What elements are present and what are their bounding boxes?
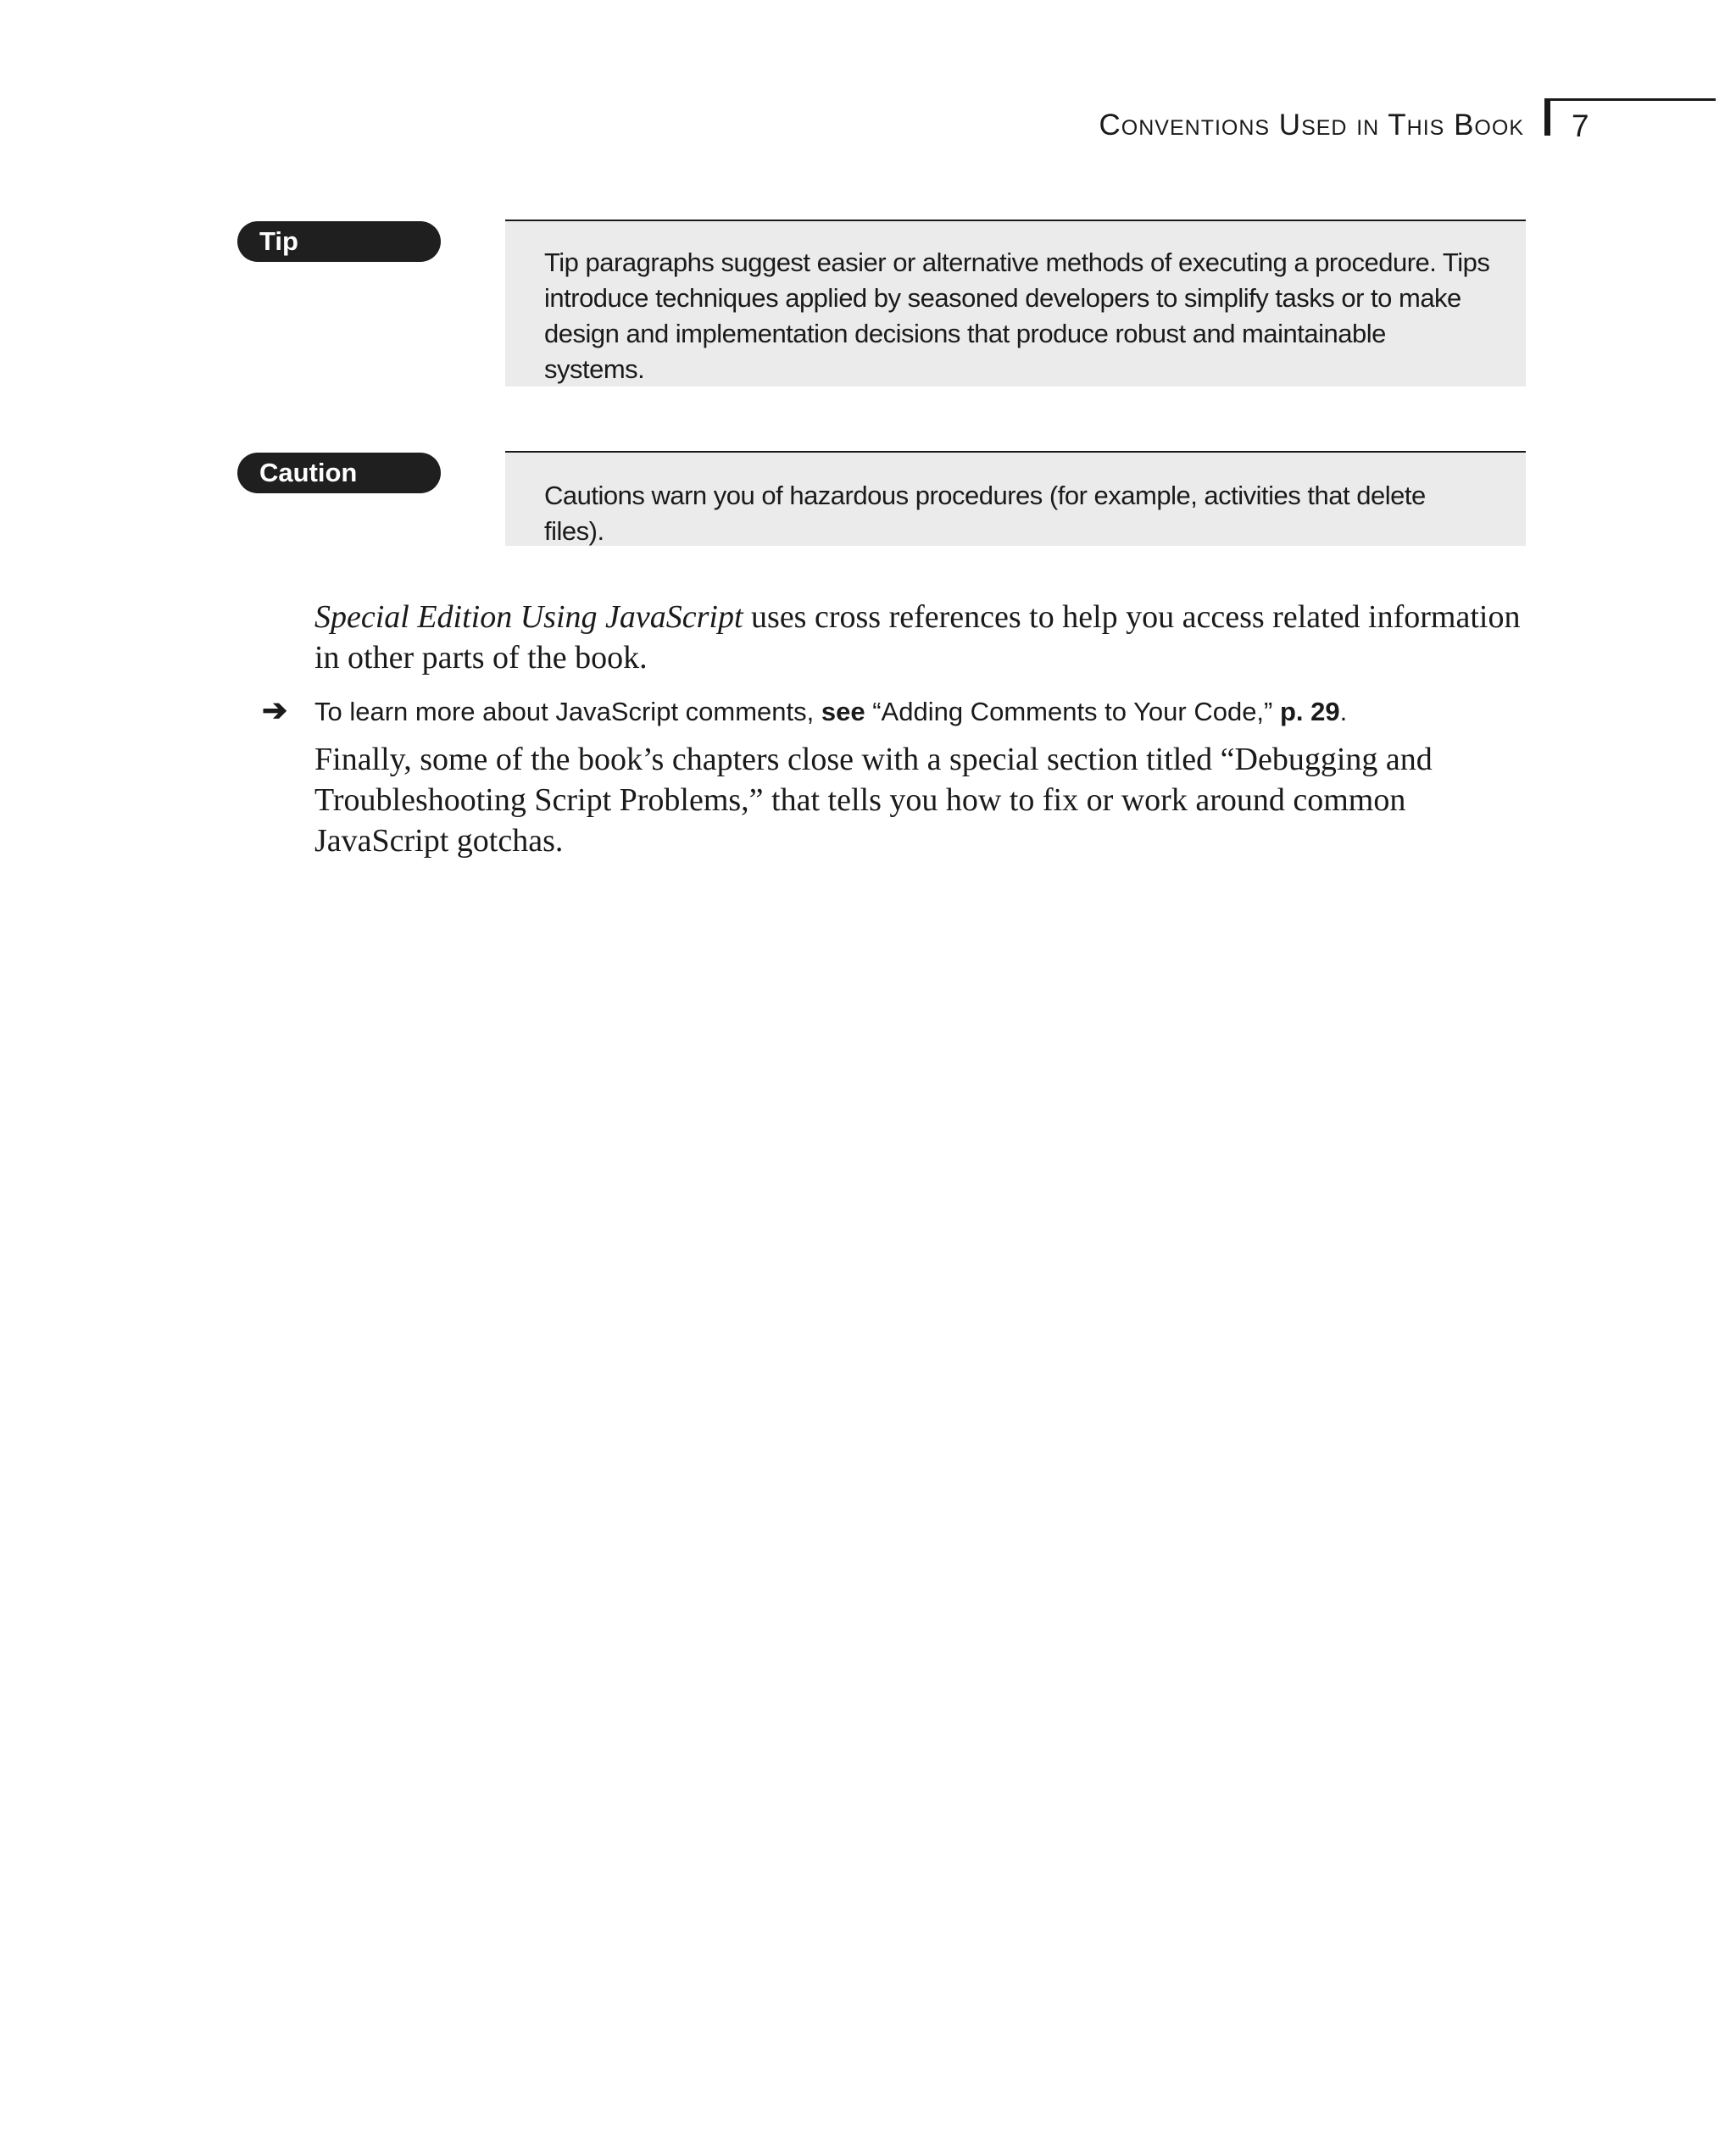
crossref-title: “Adding Comments to Your Code,” — [865, 697, 1280, 726]
header-rule — [1544, 98, 1716, 101]
book-title-italic: Special Edition Using JavaScript — [314, 599, 743, 635]
header-bar — [1544, 98, 1550, 136]
page-number: 7 — [1572, 108, 1589, 143]
tip-text: Tip paragraphs suggest easier or alternative methods of executing a procedure. Tips introduce techniques applied by seasoned developers to simplify tasks or to make design and implementation decisions that produce robust and maintainable systems. — [544, 247, 1490, 384]
body-paragraph-2: Finally, some of the book’s chapters close with a special section titled “Debugging and Troubleshooting Script Problems,” that tells you how to fix or work around common JavaScript gotchas. — [314, 742, 1433, 859]
body-paragraph-1 — [314, 597, 1527, 678]
arrow-right-icon: ➔ — [262, 692, 288, 727]
crossref-page: p. 29 — [1279, 697, 1340, 726]
caution-label: Caution — [237, 453, 441, 493]
caution-box — [505, 451, 1526, 546]
crossref-lead: To learn more about JavaScript comments, — [314, 697, 821, 726]
running-header-title: Conventions Used in This Book — [1099, 108, 1524, 142]
body-paragraph-1-text: uses cross references to help you access related information in other parts of the book. — [314, 599, 1521, 676]
caution-text: Cautions warn you of hazardous procedures (for example, activities that delete files). — [544, 481, 1426, 546]
crossref-see: see — [821, 697, 865, 726]
tip-box — [505, 220, 1526, 386]
crossref-end: . — [1339, 697, 1348, 726]
tip-label: Tip — [237, 221, 441, 262]
cross-reference — [262, 692, 1347, 730]
